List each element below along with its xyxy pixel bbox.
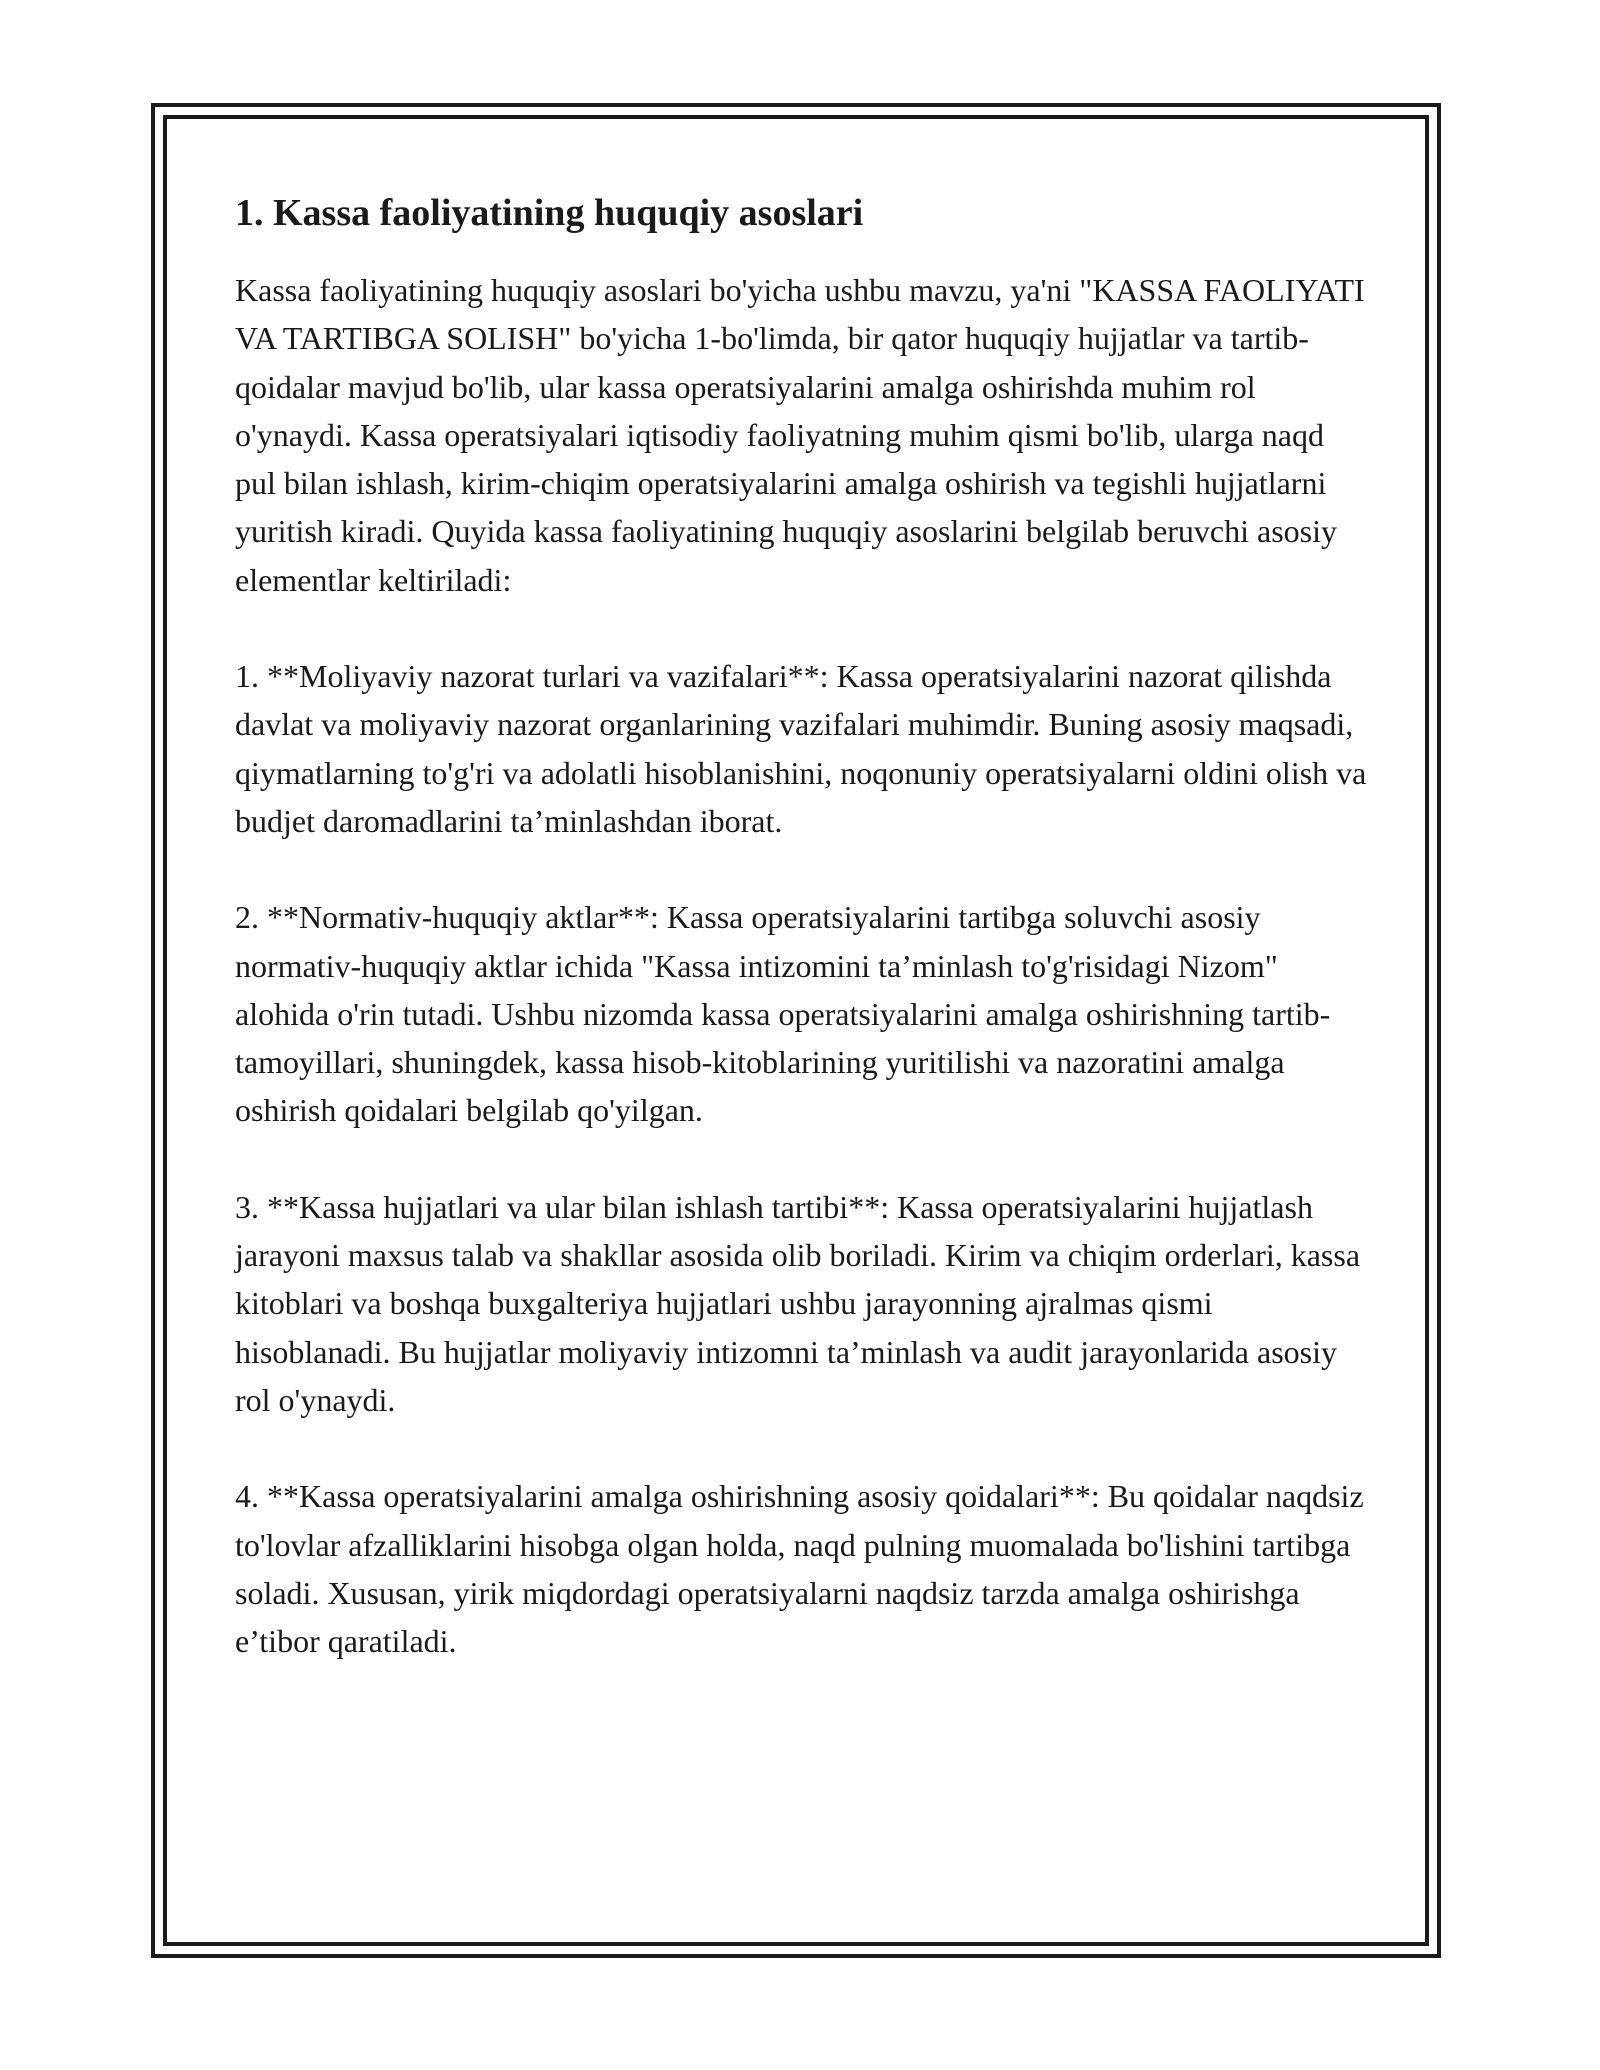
document-body: [235, 188, 1370, 1713]
paragraph-item-2: 2. **Normativ-huquqiy aktlar**: Kassa operatsiyalarini tartibga soluvchi asosiy normativ-huquqiy aktlar ichida "Kassa intizomini ta’minlash to'g'risidagi Nizom" alohida o'rin tutadi. Ushbu nizomda kassa operatsiyalarini amalga oshirishning tartib-tamoyillari, shuningdek, kassa hisob-kitoblarining yuritilishi va nazoratini amalga oshirish qoidalari belgilab qo'yilgan.: [235, 899, 1331, 1129]
paragraph-item-4: 4. **Kassa operatsiyalarini amalga oshirishning asosiy qoidalari**: Bu qoidalar naqdsiz to'lovlar afzalliklarini hisobga olgan holda, naqd pulning muomalada bo'lishini tartibga soladi. Xususan, yirik miqdordagi operatsiyalarni naqdsiz tarzda amalga oshirishga e’tibor qaratiladi.: [235, 1478, 1364, 1660]
intro-paragraph: Kassa faoliyatining huquqiy asoslari bo'yicha ushbu mavzu, ya'ni "KASSA FAOLIYATI VA TARTIBGA SOLISH" bo'yicha 1-bo'limda, bir qator huquqiy hujjatlar va tartib-qoidalar mavjud bo'lib, ular kassa operatsiyalarini amalga oshirishda muhim rol o'ynaydi. Kassa operatsiyalari iqtisodiy faoliyatning muhim qismi bo'lib, ularga naqd pul bilan ishlash, kirim-chiqim operatsiyalarini amalga oshirish va tegishli hujjatlarni yuritish kiradi. Quyida kassa faoliyatining huquqiy asoslarini belgilab beruvchi asosiy elementlar keltiriladi:: [235, 272, 1365, 598]
section-title: 1. Kassa faoliyatining huquqiy asoslari: [235, 192, 864, 234]
paragraph-item-1: 1. **Moliyaviy nazorat turlari va vazifalari**: Kassa operatsiyalarini nazorat qilishda davlat va moliyaviy nazorat organlarining vazifalari muhimdir. Buning asosiy maqsadi, qiymatlarning to'g'ri va adolatli hisoblanishini, noqonuniy operatsiyalarni oldini olish va budjet daromadlarini ta’minlashdan iborat.: [235, 658, 1367, 839]
paragraph-item-3: 3. **Kassa hujjatlari va ular bilan ishlash tartibi**: Kassa operatsiyalarini hujjatlash jarayoni maxsus talab va shakllar asosida olib boriladi. Kirim va chiqim orderlari, kassa kitoblari va boshqa buxgalteriya hujjatlari ushbu jarayonning ajralmas qismi hisoblanadi. Bu hujjatlar moliyaviy intizomni ta’minlash va audit jarayonlarida asosiy rol o'ynaydi.: [235, 1188, 1361, 1418]
